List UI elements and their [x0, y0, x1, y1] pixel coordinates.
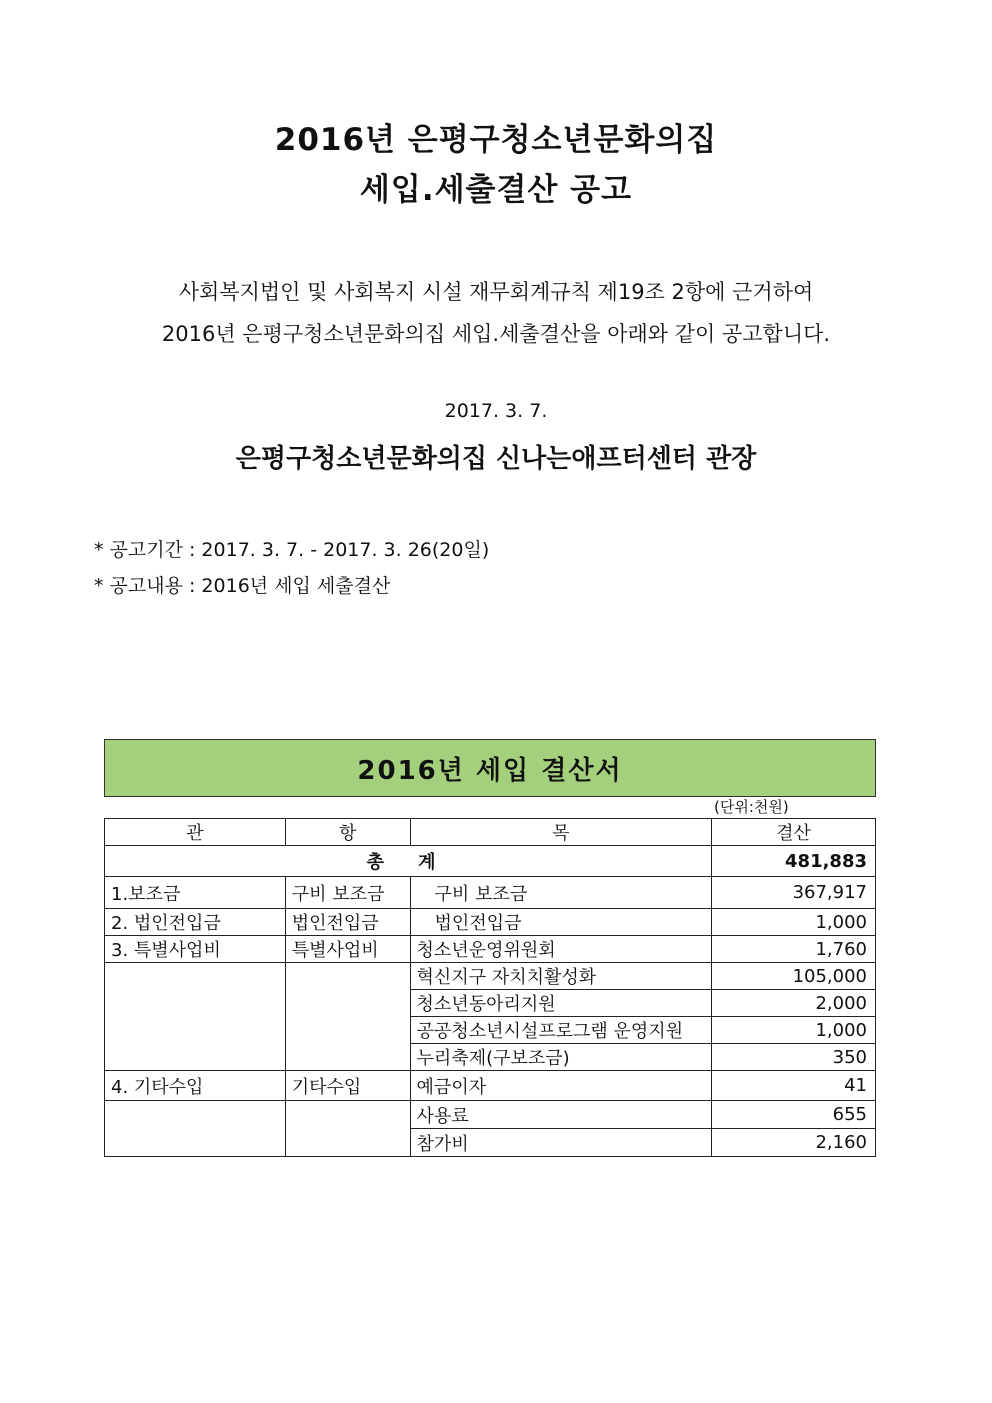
header-mok: 목 [410, 819, 712, 846]
cell-hang [285, 963, 410, 1071]
cell-mok: 청소년동아리지원 [410, 990, 712, 1017]
cell-value: 350 [712, 1044, 876, 1071]
cell-mok: 법인전입금 [410, 909, 712, 936]
total-label: 총 계 [105, 846, 712, 877]
cell-value: 41 [712, 1071, 876, 1101]
body-text-line2: 2016년 은평구청소년문화의집 세입.세출결산을 아래와 같이 공고합니다. [161, 322, 831, 346]
cell-mok: 참가비 [410, 1129, 712, 1157]
cell-gwan: 3. 특별사업비 [105, 936, 286, 963]
cell-gwan: 4. 기타수입 [105, 1071, 286, 1101]
cell-gwan: 2. 법인전입금 [105, 909, 286, 936]
cell-value: 1,760 [712, 936, 876, 963]
cell-value: 367,917 [712, 877, 876, 909]
unit-label: (단위:천원) [714, 798, 789, 816]
header-hang: 항 [285, 819, 410, 846]
document-title-line1: 2016년 은평구청소년문화의집 [274, 122, 718, 158]
table-title: 2016년 세입 결산서 [104, 739, 876, 797]
notice-period: * 공고기간 : 2017. 3. 7. - 2017. 3. 26(20일) [94, 539, 490, 561]
cell-mok: 누리축제(구보조금) [410, 1044, 712, 1071]
total-row [105, 846, 876, 877]
cell-hang: 구비 보조금 [285, 877, 410, 909]
notice-content: * 공고내용 : 2016년 세입 세출결산 [94, 575, 391, 597]
header-value: 결산 [712, 819, 876, 846]
cell-mok: 공공청소년시설프로그램 운영지원 [410, 1017, 712, 1044]
cell-mok: 사용료 [410, 1101, 712, 1129]
cell-gwan [105, 1101, 286, 1157]
total-value: 481,883 [712, 846, 876, 877]
cell-gwan [105, 963, 286, 1071]
cell-value: 2,000 [712, 990, 876, 1017]
cell-value: 1,000 [712, 1017, 876, 1044]
cell-gwan: 1.보조금 [105, 877, 286, 909]
cell-value: 1,000 [712, 909, 876, 936]
table-row [105, 877, 876, 909]
cell-value: 2,160 [712, 1129, 876, 1157]
table-row [105, 936, 876, 963]
cell-hang: 특별사업비 [285, 936, 410, 963]
table-header-row [105, 819, 876, 846]
cell-mok: 예금이자 [410, 1071, 712, 1101]
cell-value: 655 [712, 1101, 876, 1129]
table-row [105, 963, 876, 990]
cell-hang: 법인전입금 [285, 909, 410, 936]
organization-signature: 은평구청소년문화의집 신나는애프터센터 관장 [235, 444, 757, 474]
table-row [105, 1071, 876, 1101]
table-row [105, 909, 876, 936]
cell-mok: 구비 보조금 [410, 877, 712, 909]
notice-date: 2017. 3. 7. [444, 400, 548, 422]
cell-hang [285, 1101, 410, 1157]
cell-hang: 기타수입 [285, 1071, 410, 1101]
document-title-line2: 세입.세출결산 공고 [359, 172, 633, 208]
cell-mok: 혁신지구 자치치활성화 [410, 963, 712, 990]
revenue-table [104, 818, 876, 1157]
cell-mok: 청소년운영위원회 [410, 936, 712, 963]
body-text-line1: 사회복지법인 및 사회복지 시설 재무회계규칙 제19조 2항에 근거하여 [178, 280, 814, 304]
header-gwan: 관 [105, 819, 286, 846]
table-row [105, 1101, 876, 1129]
cell-value: 105,000 [712, 963, 876, 990]
